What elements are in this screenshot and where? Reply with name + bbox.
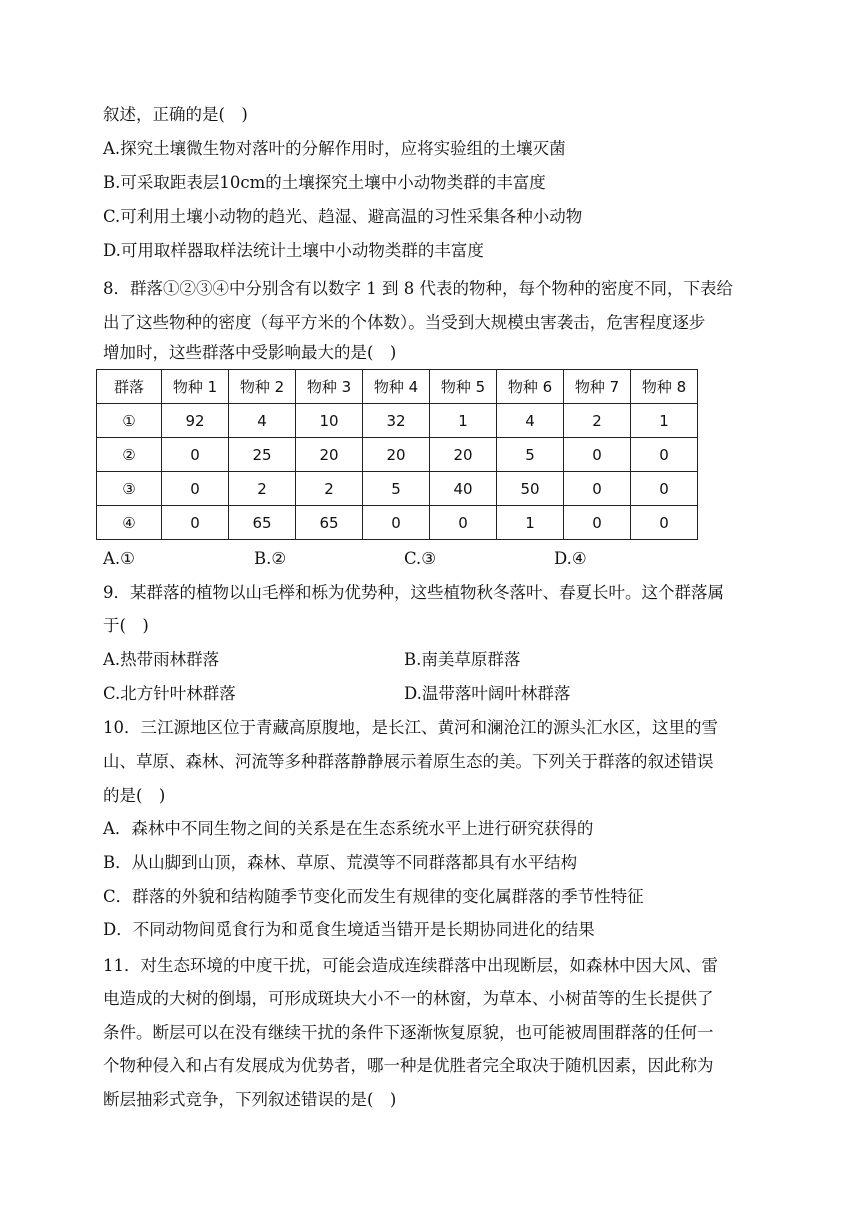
table-cell: ①	[97, 404, 162, 438]
q8-stem-line: 8．群落①②③④中分别含有以数字 1 到 8 代表的物种，每个物种的密度不同，下表给	[103, 279, 733, 298]
table-cell: 20	[363, 438, 430, 472]
table-cell: 0	[564, 506, 631, 540]
table-cell: 32	[363, 404, 430, 438]
q9-stem-line: 9．某群落的植物以山毛榉和栎为优势种，这些植物秋冬落叶、春夏长叶。这个群落属	[103, 583, 724, 602]
table-cell: 2	[229, 472, 296, 506]
table-header-cell: 群落	[97, 370, 162, 404]
table-cell: 4	[497, 404, 564, 438]
q7-option-a: A.探究土壤微生物对落叶的分解作用时，应将实验组的土壤灭菌	[103, 139, 566, 158]
table-cell: 2	[564, 404, 631, 438]
q7-option-c: C.可利用土壤小动物的趋光、趋湿、避高温的习性采集各种小动物	[103, 207, 583, 226]
table-cell: 1	[430, 404, 497, 438]
q7-tail: 叙述，正确的是( )	[103, 105, 248, 124]
table-cell: 50	[497, 472, 564, 506]
q8-option-d: D.④	[554, 549, 587, 568]
q10-option-c: C．群落的外貌和结构随季节变化而发生有规律的变化属群落的季节性特征	[103, 887, 644, 906]
q9-stem-line: 于( )	[103, 616, 149, 635]
table-row	[97, 472, 698, 506]
table-cell: 0	[564, 438, 631, 472]
q8-stem-line: 增加时，这些群落中受影响最大的是( )	[103, 343, 397, 362]
table-cell: 25	[229, 438, 296, 472]
table-header-row	[97, 370, 698, 404]
q8-option-c: C.③	[404, 549, 437, 568]
q8-stem-line: 出了这些物种的密度（每平方米的个体数）。当受到大规模虫害袭击，危害程度逐步	[103, 313, 706, 332]
table-cell: 2	[296, 472, 363, 506]
table-cell: 10	[296, 404, 363, 438]
table-header-cell: 物种 2	[229, 370, 296, 404]
table-cell: ③	[97, 472, 162, 506]
table-cell: 0	[363, 506, 430, 540]
q10-stem-line: 的是( )	[103, 786, 166, 805]
table-cell: ②	[97, 438, 162, 472]
q10-stem-line: 10．三江源地区位于青藏高原腹地，是长江、黄河和澜沧江的源头汇水区，这里的雪	[103, 718, 718, 737]
q7-option-d: D.可用取样器取样法统计土壤中小动物类群的丰富度	[103, 241, 484, 260]
table-header-cell: 物种 7	[564, 370, 631, 404]
table-cell: 5	[497, 438, 564, 472]
q11-stem-line: 个物种侵入和占有发展成为优势者，哪一种是优胜者完全取决于随机因素，因此称为	[103, 1056, 714, 1075]
table-cell: ④	[97, 506, 162, 540]
table-header-cell: 物种 4	[363, 370, 430, 404]
table-cell: 0	[631, 472, 698, 506]
q11-stem-line: 电造成的大树的倒塌，可形成斑块大小不一的林窗，为草本、小树苗等的生长提供了	[103, 989, 714, 1008]
q8-option-a: A.①	[103, 549, 135, 568]
table-header-cell: 物种 5	[430, 370, 497, 404]
q10-option-a: A．森林中不同生物之间的关系是在生态系统水平上进行研究获得的	[103, 819, 594, 838]
table-cell: 20	[296, 438, 363, 472]
table-cell: 1	[631, 404, 698, 438]
q9-option-b: B.南美草原群落	[404, 650, 521, 669]
table-cell: 0	[162, 506, 229, 540]
table-cell: 0	[564, 472, 631, 506]
species-density-table	[96, 369, 698, 540]
table-header-cell: 物种 6	[497, 370, 564, 404]
table-cell: 20	[430, 438, 497, 472]
q11-stem-line: 条件。断层可以在没有继续干扰的条件下逐渐恢复原貌，也可能被周围群落的任何一	[103, 1023, 714, 1042]
table-header-cell: 物种 8	[631, 370, 698, 404]
q11-stem-line: 11．对生态环境的中度干扰，可能会造成连续群落中出现断层，如森林中因大风、雷	[103, 956, 718, 975]
q7-option-b: B.可采取距表层10cm的土壤探究土壤中小动物类群的丰富度	[103, 173, 546, 192]
table-cell: 0	[631, 506, 698, 540]
table-row	[97, 506, 698, 540]
table-cell: 1	[497, 506, 564, 540]
q9-option-d: D.温带落叶阔叶林群落	[404, 684, 571, 703]
table-cell: 0	[162, 438, 229, 472]
table-cell: 65	[296, 506, 363, 540]
table-header-cell: 物种 3	[296, 370, 363, 404]
table-header-cell: 物种 1	[162, 370, 229, 404]
table-cell: 0	[162, 472, 229, 506]
q10-option-b: B．从山脚到山顶，森林、草原、荒漠等不同群落都具有水平结构	[103, 853, 578, 872]
q10-option-d: D．不同动物间觅食行为和觅食生境适当错开是长期协同进化的结果	[103, 920, 595, 939]
table-cell: 92	[162, 404, 229, 438]
table-row	[97, 404, 698, 438]
table-cell: 65	[229, 506, 296, 540]
q8-option-b: B.②	[254, 549, 287, 568]
q11-stem-line: 断层抽彩式竞争，下列叙述错误的是( )	[103, 1090, 397, 1109]
table-cell: 0	[430, 506, 497, 540]
q9-option-a: A.热带雨林群落	[103, 650, 220, 669]
table-cell: 40	[430, 472, 497, 506]
table-cell: 5	[363, 472, 430, 506]
table-cell: 0	[631, 438, 698, 472]
q9-option-c: C.北方针叶林群落	[103, 684, 236, 703]
table-row	[97, 438, 698, 472]
q10-stem-line: 山、草原、森林、河流等多种群落静静展示着原生态的美。下列关于群落的叙述错误	[103, 752, 714, 771]
table-cell: 4	[229, 404, 296, 438]
